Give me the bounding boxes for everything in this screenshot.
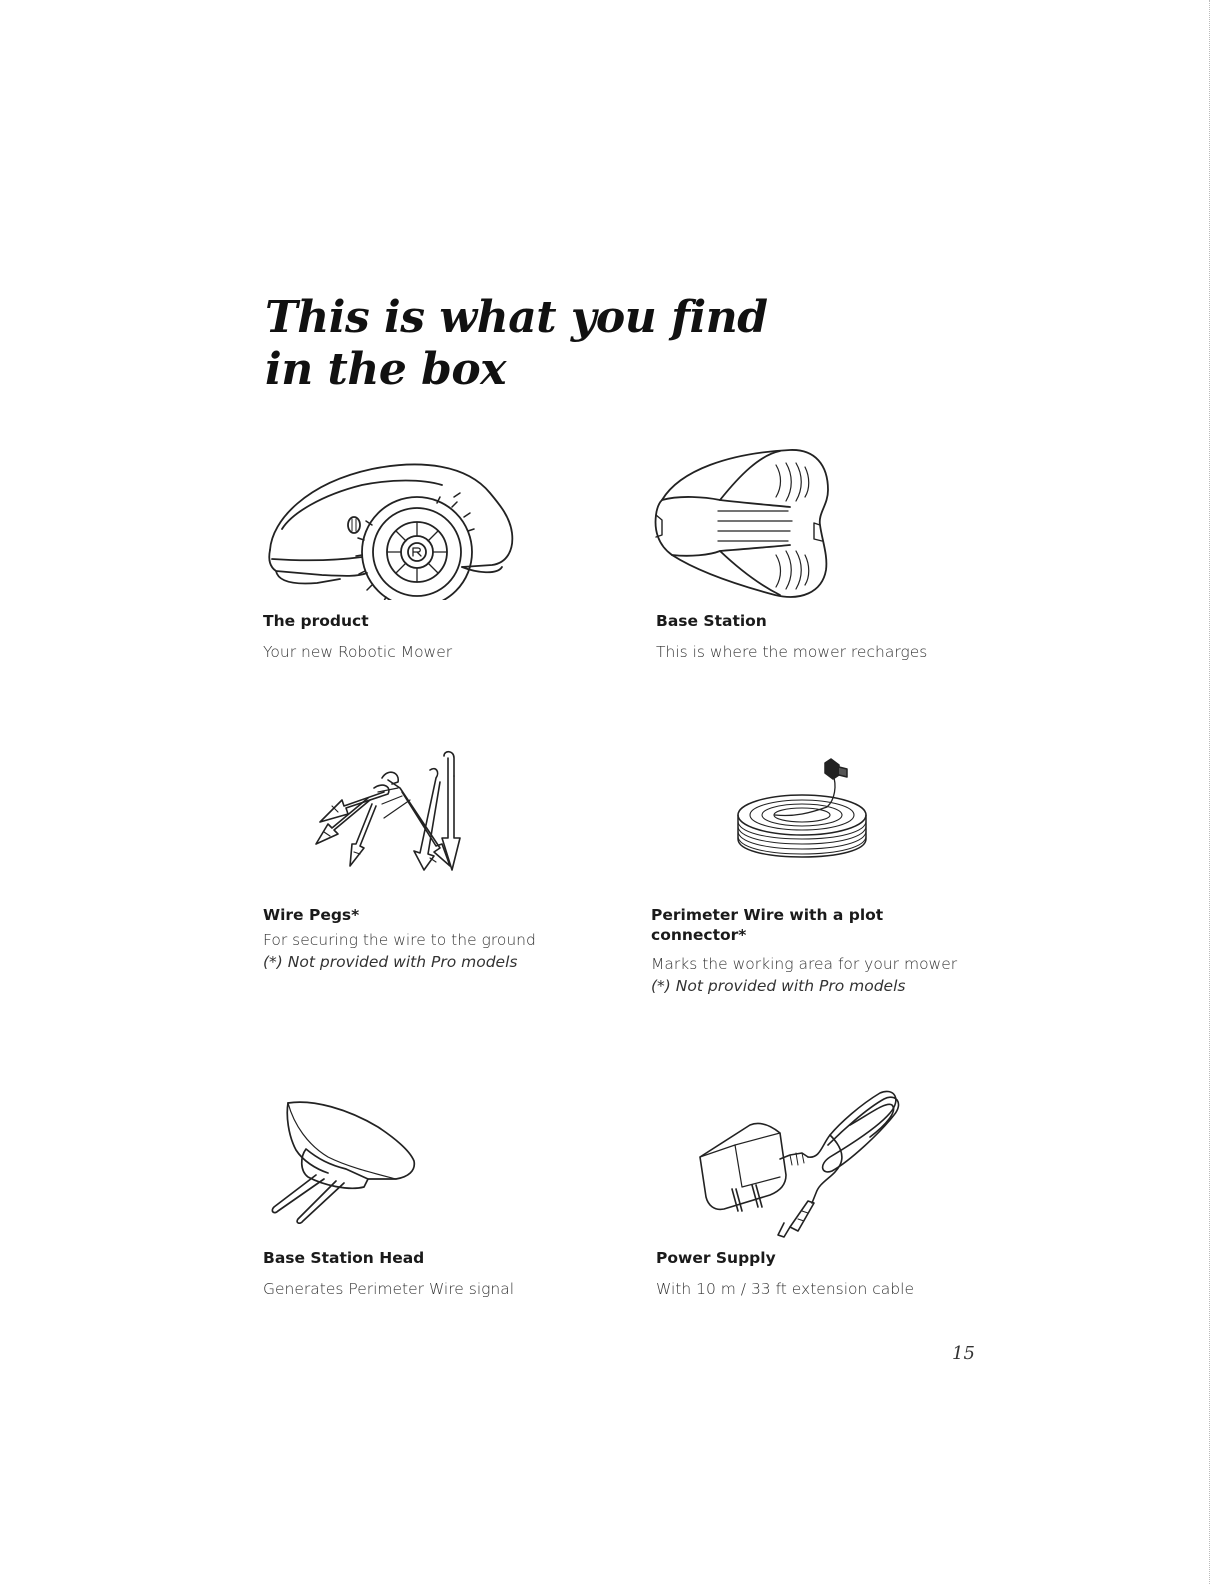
item-description: For securing the wire to the ground [263,931,536,949]
item-name: Base Station [656,612,767,630]
item-name: Power Supply [656,1249,776,1267]
item-base-station [656,611,986,663]
item-description: This is where the mower recharges [656,643,928,661]
item-note: (*) Not provided with Pro models [263,953,518,971]
item-power-supply [656,1248,986,1300]
item-description: Generates Perimeter Wire signal [263,1280,515,1298]
item-description: With 10 m / 33 ft extension cable [656,1280,914,1298]
base-station-icon [650,445,835,605]
item-description: Your new Robotic Mower [263,643,453,661]
item-name: Base Station Head [263,1249,425,1267]
item-name-line-2: connector* [651,926,747,944]
perimeter-wire-icon [735,755,870,860]
item-wire-pegs [263,905,593,973]
wire-pegs-icon [312,748,462,876]
page-edge [1209,0,1210,1584]
robotic-mower-icon [262,455,517,600]
base-station-head-icon [268,1095,418,1225]
item-name: Wire Pegs* [263,906,360,924]
item-perimeter-wire [651,905,971,997]
item-name: The product [263,612,369,630]
item-description: Marks the working area for your mower [651,955,958,973]
item-the-product [263,611,593,663]
page-title-line-2: in the box [265,344,506,395]
page-title [265,292,767,396]
page-title-line-1: This is what you find [265,292,768,343]
item-base-station-head [263,1248,593,1300]
item-name-line-1: Perimeter Wire with a plot [651,906,884,924]
item-note: (*) Not provided with Pro models [651,977,906,995]
page-number: 15 [952,1343,975,1364]
power-supply-icon [690,1085,905,1240]
